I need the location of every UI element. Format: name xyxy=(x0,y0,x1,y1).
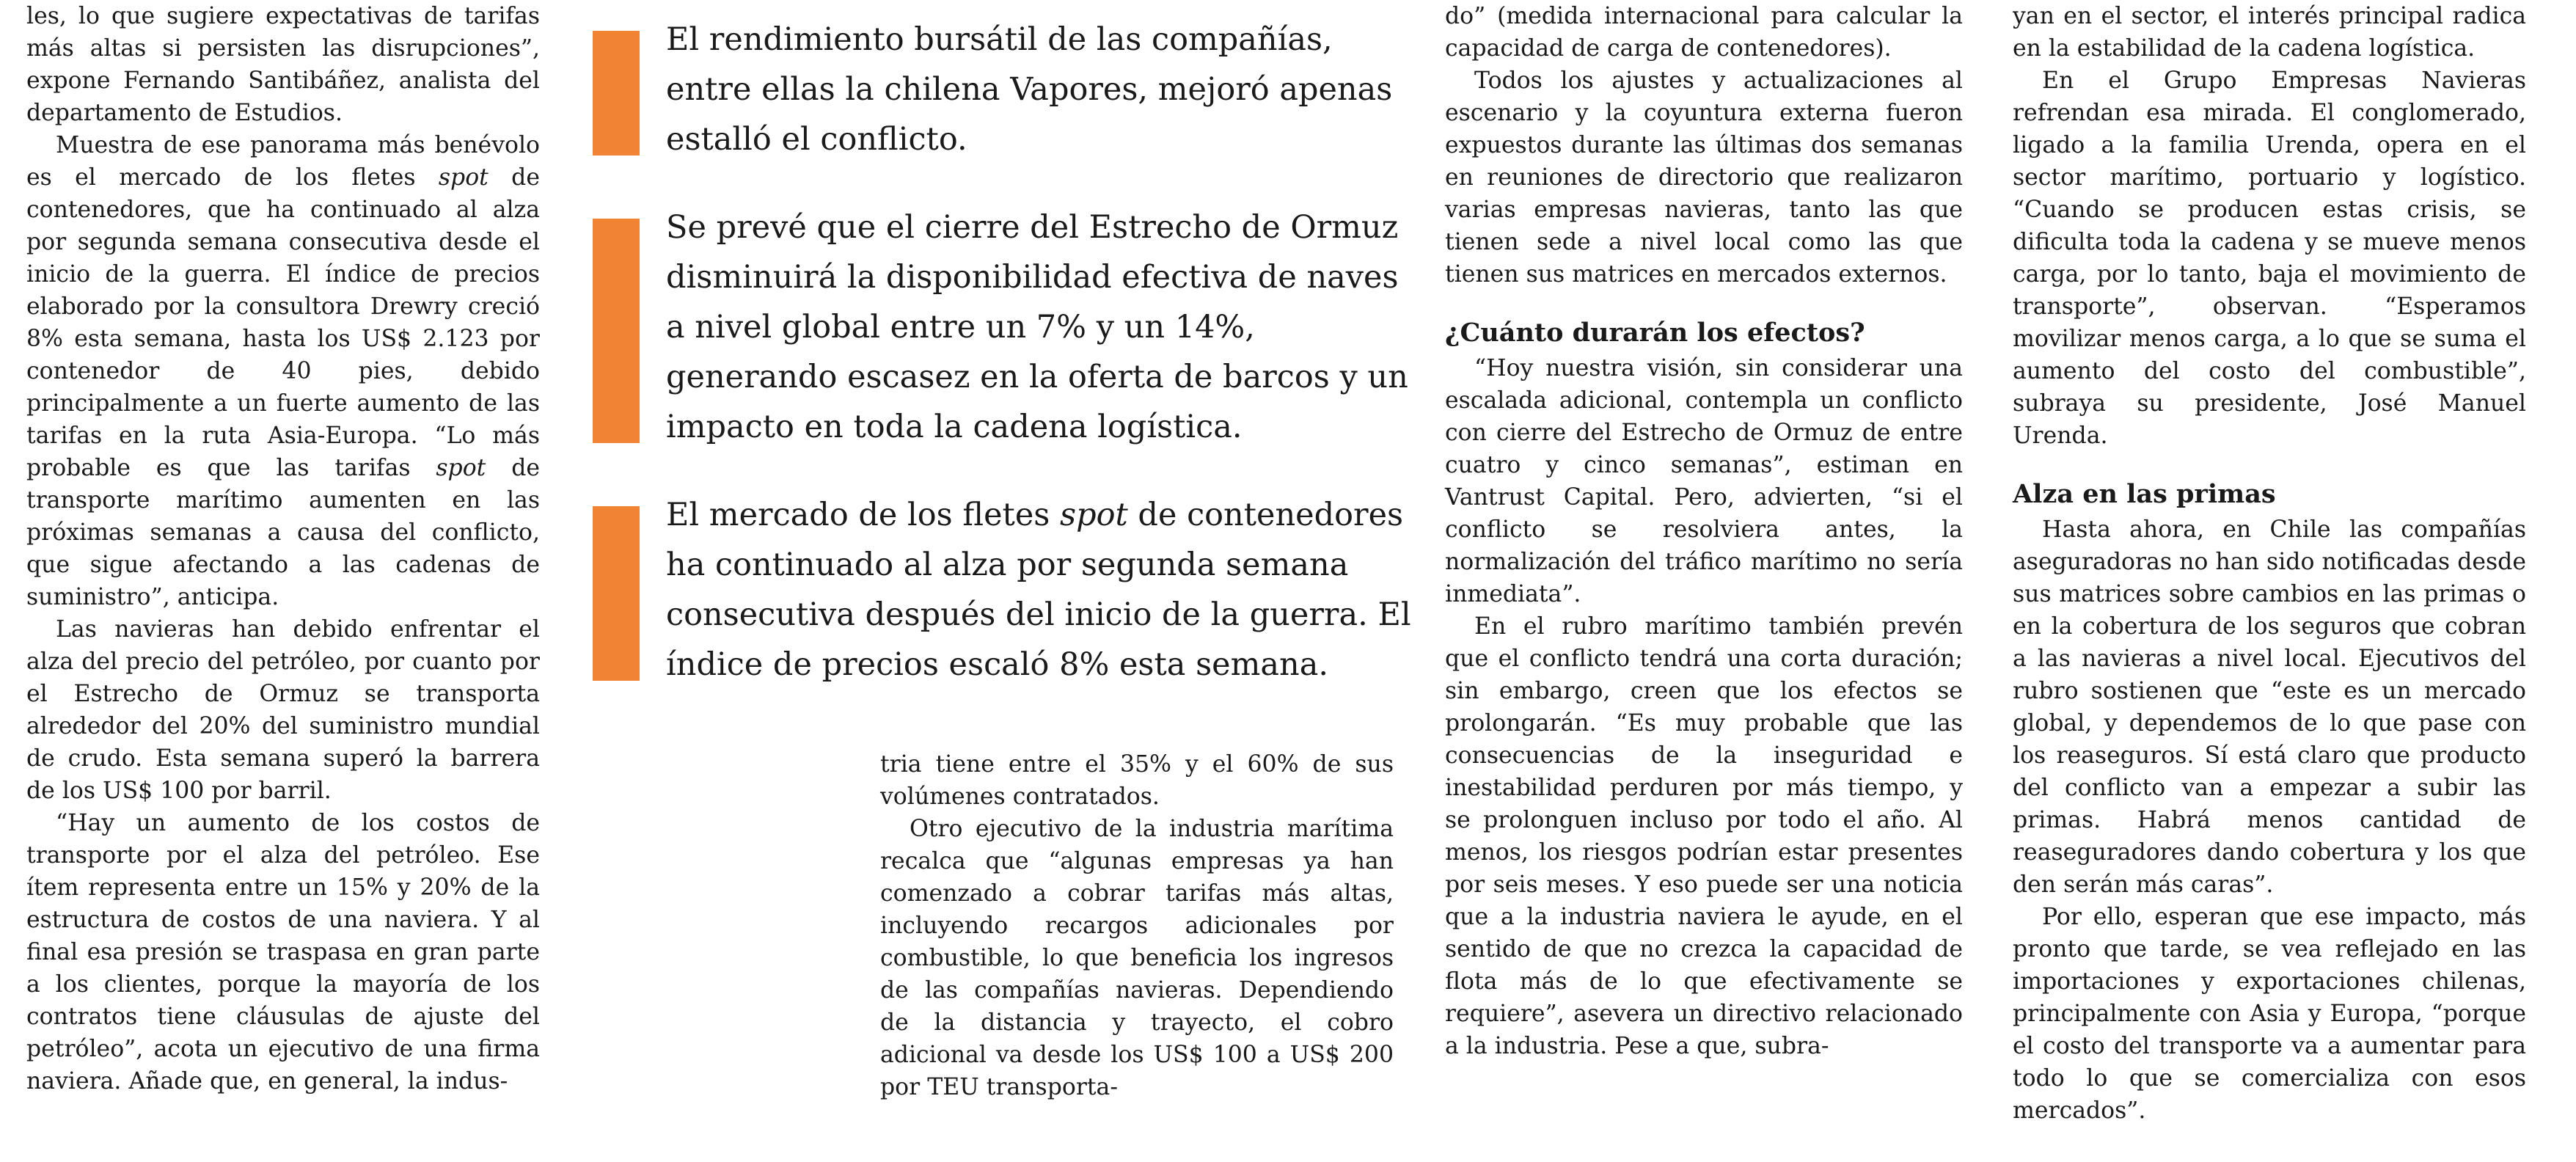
article-column-1 xyxy=(26,0,540,1097)
paragraph: Hasta ahora, en Chile las compañías aseguradoras no han sido notificadas desde sus matrices sobre cambios en las primas o en la cobertura de los seguros que cobran a las navieras a nivel local. Ejecutivos del rubro sostienen que “este es un mercado global, y dependemos de lo que pase con los reaseguros. Sí está claro que producto del conflicto van a empezar a subir las primas. Habrá menos cantidad de reaseguradores dando cobertura y los que den serán más caras”. xyxy=(2013,516,2526,898)
article-column-5 xyxy=(2013,0,2526,1127)
paragraph: do” (medida internacional para calcular la capacidad de carga de contenedores). xyxy=(1445,3,1963,62)
section-heading: ¿Cuánto durarán los efectos? xyxy=(1445,318,1865,348)
pullquote-text: El mercado de los fletes spot de contenedores ha continuado al alza por segunda semana consecutiva después del inicio de la guerra. El índice de precios escaló 8% esta semana. xyxy=(666,497,1411,683)
paragraph: Muestra de ese panorama más benévolo es el mercado de los fletes spot de contenedores, que ha continuado al alza por segunda semana consecutiva desde el inicio de la guerra. El índice de precios elaborado por la consultora Drewry creció 8% esta semana, hasta los US$ 2.123 por contenedor de 40 pies, debido principalmente a un fuerte aumento de las tarifas en la ruta Asia-Europa. “Lo más probable es que las tarifas spot de transporte marítimo aumenten en las próximas semanas a causa del conflicto, que sigue afectando a las cadenas de suministro”, anticipa. xyxy=(26,132,541,610)
pullquote xyxy=(593,15,1421,164)
pullquote xyxy=(593,490,1421,690)
paragraph: En el Grupo Empresas Navieras refrendan esa mirada. El conglomerado, ligado a la familia Urenda, opera en el sector marítimo, portuario y logístico. “Cuando se producen estas crisis, se dificulta toda la cadena y se mueve menos carga, por lo tanto, baja el movimiento de transporte”, observan. “Esperamos movilizar menos carga, a lo que se suma el aumento del costo del combustible”, subraya su presidente, José Manuel Urenda. xyxy=(2013,67,2526,449)
paragraph: En el rubro marítimo también prevén que el conflicto tendrá una corta duración; sin embargo, creen que los efectos se prolongarán. “Es muy probable que las consecuencias de la inseguridad e inestabilidad perduren por más tiempo, y se prolonguen incluso por todo el año. Al menos, los riesgos podrían estar presentes por seis meses. Y eso puede ser una noticia que a la industria naviera le ayude, en el sentido de que no crezca la capacidad de flota más de lo que efectivamente se requiere”, asevera un directivo relacionado a la industria. Pese a que, subra- xyxy=(1445,613,1963,1059)
pullquote-accent-bar xyxy=(593,506,640,681)
article-column-3 xyxy=(880,748,1394,1103)
pullquote-text: Se prevé que el cierre del Estrecho de Ormuz disminuirá la disponibilidad efectiva de naves a nivel global entre un 7% y un 14%, generando escasez en la oferta de barcos y un impacto en toda la cadena logística. xyxy=(666,209,1408,445)
pullquote-accent-bar xyxy=(593,31,640,156)
paragraph: “Hay un aumento de los costos de transporte por el alza del petróleo. Ese ítem representa entre un 15% y 20% de la estructura de costos de una naviera. Y al final esa presión se traspasa en gran parte a los clientes, porque la mayoría de los contratos tiene cláusulas de ajuste del petróleo”, acota un ejecutivo de una firma naviera. Añade que, en general, la indus- xyxy=(26,810,540,1095)
article-column-4 xyxy=(1445,0,1963,1062)
paragraph: tria tiene entre el 35% y el 60% de sus volúmenes contratados. xyxy=(880,751,1394,810)
pullquote-accent-bar xyxy=(593,219,640,443)
paragraph: les, lo que sugiere expectativas de tarifas más altas si persisten las disrupciones”, expone Fernando Santibáñez, analista del departamento de Estudios. xyxy=(26,3,540,126)
paragraph: Todos los ajustes y actualizaciones al escenario y la coyuntura externa fueron expuestos durante las últimas dos semanas en reuniones de directorio que realizaron varias empresas navieras, tanto las que tienen sede a nivel local como las que tienen sus matrices en mercados externos. xyxy=(1445,67,1963,288)
pullquote-text: El rendimiento bursátil de las compañías, entre ellas la chilena Vapores, mejoró apenas estalló el conflicto. xyxy=(666,21,1393,158)
paragraph: Por ello, esperan que ese impacto, más pronto que tarde, se vea reflejado en las importaciones y exportaciones chilenas, principalmente con Asia y Europa, “porque el costo del transporte va a aumentar para todo lo que se comercializa con esos mercados”. xyxy=(2013,904,2526,1124)
paragraph: yan en el sector, el interés principal radica en la estabilidad de la cadena logística. xyxy=(2013,3,2526,62)
paragraph: “Hoy nuestra visión, sin considerar una escalada adicional, contempla un conflicto con cierre del Estrecho de Ormuz de entre cuatro y cinco semanas”, estiman en Vantrust Capital. Pero, advierten, “si el conflicto se resolviera antes, la normalización del tráfico marítimo no sería inmediata”. xyxy=(1445,355,1963,607)
section-heading: Alza en las primas xyxy=(2013,479,2276,509)
pullquote-group xyxy=(593,15,1421,728)
pullquote xyxy=(593,202,1421,452)
paragraph: Las navieras han debido enfrentar el alza del precio del petróleo, por cuanto por el Estrecho de Ormuz se transporta alrededor del 20% del suministro mundial de crudo. Esta semana superó la barrera de los US$ 100 por barril. xyxy=(26,616,540,804)
paragraph: Otro ejecutivo de la industria marítima recalca que “algunas empresas ya han comenzado a cobrar tarifas más altas, incluyendo recargos adicionales por combustible, lo que beneficia los ingresos de las compañías navieras. Dependiendo de la distancia y trayecto, el cobro adicional va desde los US$ 100 a US$ 200 por TEU transporta- xyxy=(880,816,1394,1100)
